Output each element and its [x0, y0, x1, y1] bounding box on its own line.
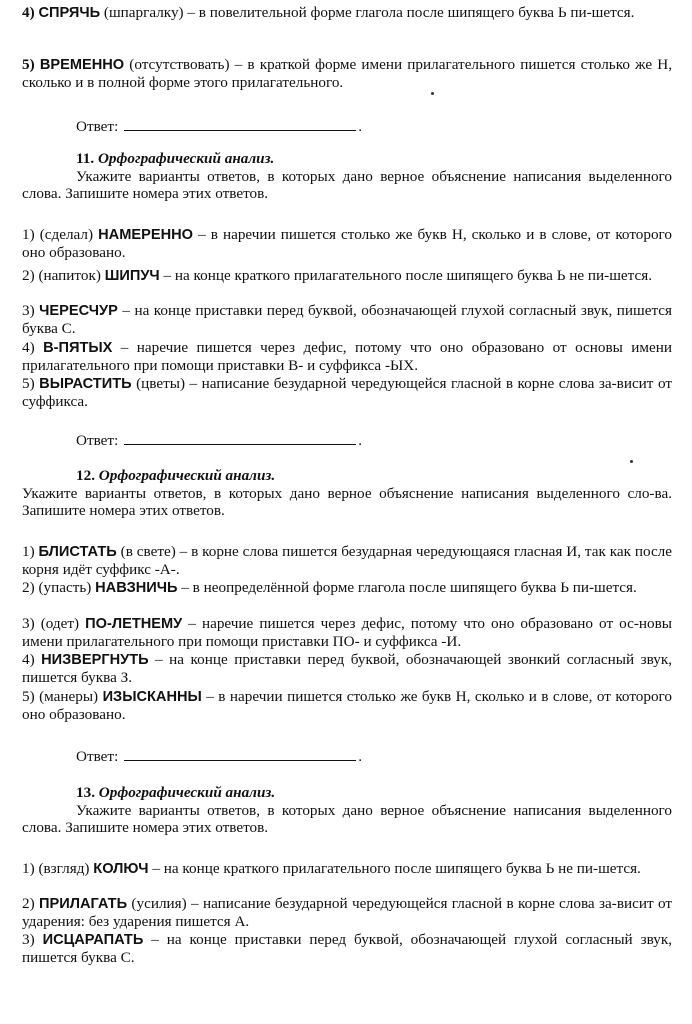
- highlighted-word: НАВЗНИЧЬ: [95, 580, 178, 596]
- task-13-item-2: 2) ПРИЛАГАТЬ (усилия) – написание безударной чередующейся гласной в корне слова за-висит от ударения: без ударения пишется А.: [22, 895, 673, 931]
- task-12-heading: 12. Орфографический анализ.: [76, 467, 276, 484]
- highlighted-word: ПО-ЛЕТНЕМУ: [85, 616, 183, 632]
- task-11-item-4: 4) В-ПЯТЫХ – наречие пишется через дефис, потому что оно образовано от основы имени прилагательного при помощи приставки В- и суффикса -ЫХ.: [22, 339, 673, 375]
- highlighted-word: НИЗВЕРГНУТЬ: [41, 652, 149, 668]
- highlighted-word: ИСЦАРАПАТЬ: [42, 932, 144, 948]
- highlighted-word: ЧЕРЕСЧУР: [39, 303, 118, 319]
- task-11-instruction: Укажите варианты ответов, в которых дано верное объяснение написания выделенного слова. Запишите номера этих ответов.: [22, 168, 672, 203]
- answer-blank[interactable]: [124, 430, 356, 445]
- answer-blank[interactable]: [124, 746, 356, 761]
- task-13-item-1: 1) (взгляд) КОЛЮЧ – на конце краткого прилагательного после шипящего буква Ь не пи-шется.: [22, 860, 641, 877]
- task-12-instruction: Укажите варианты ответов, в которых дано верное объяснение написания выделенного сло-ва. Запишите номера этих ответов.: [22, 485, 672, 520]
- highlighted-word: НАМЕРЕННО: [98, 227, 194, 243]
- scan-speck: [630, 460, 633, 463]
- task-11-item-3: 3) ЧЕРЕСЧУР – на конце приставки перед буквой, обозначающей глухой согласный звук, пишется буква С.: [22, 302, 673, 338]
- task-11-item-1: 1) (сделал) НАМЕРЕННО – в наречии пишется столько же букв Н, сколько и в слове, от которого оно образовано.: [22, 226, 672, 262]
- task-12-item-1: 1) БЛИСТАТЬ (в свете) – в корне слова пишется безударная чередующаяся гласная И, так как после корня идёт суффикс -А-.: [22, 543, 673, 579]
- prev-item-5: 5) ВРЕМЕННО (отсутствовать) – в краткой форме имени прилагательного пишется столько же Н, сколько и в полной форме этого прилагательного.: [22, 56, 672, 92]
- task-13-instruction: Укажите варианты ответов, в которых дано верное объяснение написания выделенного слова. Запишите номера этих ответов.: [22, 802, 672, 837]
- task-12-item-5: 5) (манеры) ИЗЫСКАННЫ – в наречии пишется столько же букв Н, сколько и в слове, от которого оно образовано.: [22, 688, 672, 724]
- highlighted-word: СПРЯЧЬ: [38, 5, 101, 21]
- answer-line-10: Ответ: .: [76, 118, 363, 135]
- highlighted-word: В-ПЯТЫХ: [43, 340, 113, 356]
- highlighted-word: БЛИСТАТЬ: [38, 544, 117, 560]
- task-11-item-5: 5) ВЫРАСТИТЬ (цветы) – написание безударной чередующейся гласной в корне слова за-висит от суффикса.: [22, 375, 672, 411]
- answer-line-12: Ответ: .: [76, 748, 363, 765]
- task-12-item-3: 3) (одет) ПО-ЛЕТНЕМУ – наречие пишется через дефис, потому что оно образовано от ос-новы имени прилагательного при помощи приставки ПО- и суффикса -И.: [22, 615, 672, 651]
- prev-item-4: 4) СПРЯЧЬ (шпаргалку) – в повелительной форме глагола после шипящего буква Ь пи-шется.: [22, 4, 635, 21]
- highlighted-word: ВРЕМЕННО: [39, 57, 125, 73]
- task-13-heading: 13. Орфографический анализ.: [76, 784, 276, 801]
- answer-line-11: Ответ: .: [76, 432, 363, 449]
- task-11-item-2: 2) (напиток) ШИПУЧ – на конце краткого прилагательного после шипящего буква Ь не пи-шется.: [22, 267, 653, 284]
- scan-speck: [431, 92, 434, 95]
- task-13-item-3: 3) ИСЦАРАПАТЬ – на конце приставки перед буквой, обозначающей глухой согласный звук, пишется буква С.: [22, 931, 672, 967]
- highlighted-word: ПРИЛАГАТЬ: [39, 896, 128, 912]
- task-12-item-4: 4) НИЗВЕРГНУТЬ – на конце приставки перед буквой, обозначающей звонкий согласный звук, пишется буква З.: [22, 651, 672, 687]
- highlighted-word: ШИПУЧ: [104, 268, 160, 284]
- highlighted-word: КОЛЮЧ: [93, 861, 149, 877]
- highlighted-word: ВЫРАСТИТЬ: [39, 376, 132, 392]
- highlighted-word: ИЗЫСКАННЫ: [102, 689, 202, 705]
- task-12-item-2: 2) (упасть) НАВЗНИЧЬ – в неопределённой форме глагола после шипящего буква Ь пи-шется.: [22, 579, 637, 596]
- answer-blank[interactable]: [124, 116, 356, 131]
- task-11-heading: 11. Орфографический анализ.: [76, 150, 275, 167]
